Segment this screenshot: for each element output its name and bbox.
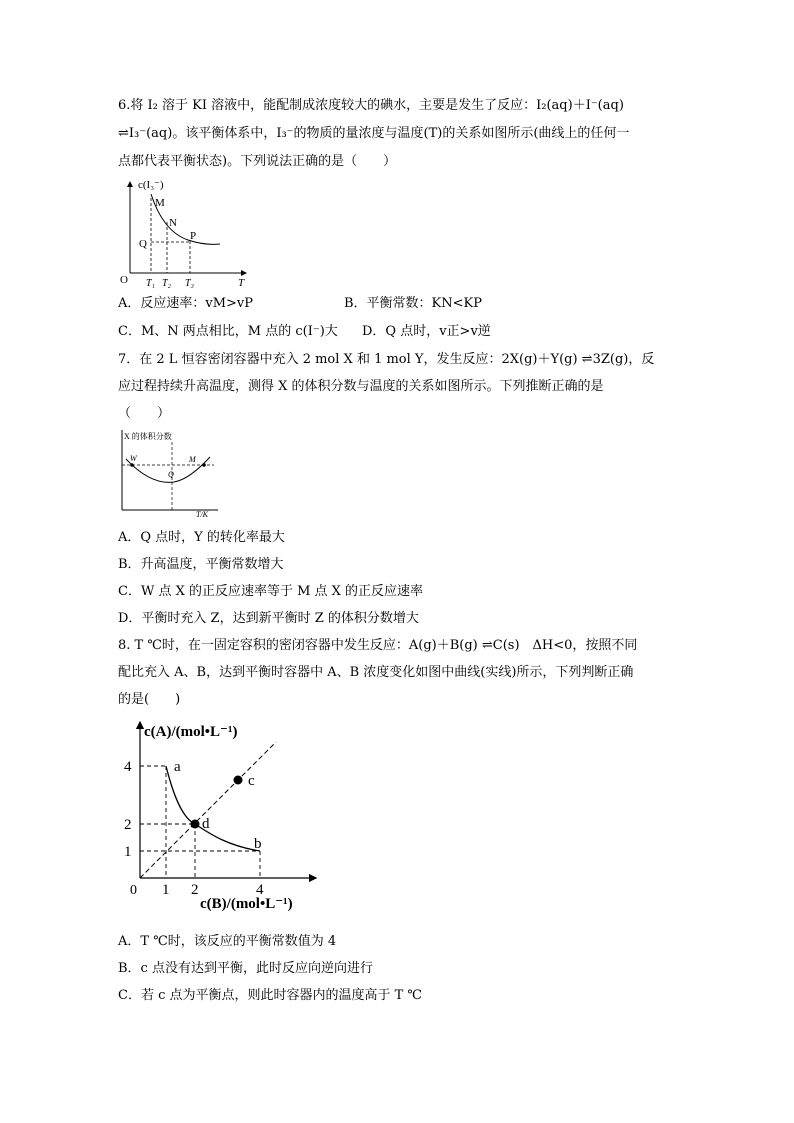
q7-line-3: （ ） bbox=[118, 406, 171, 421]
q7-option-c: C．W 点 X 的正反应速率等于 M 点 X 的正反应速率 bbox=[118, 584, 424, 599]
q8-y-label: c(A)/(mol•L⁻¹) bbox=[144, 724, 238, 740]
q6-line-3: 点都代表平衡状态)。下列说法正确的是（ ） bbox=[118, 154, 397, 169]
q8-figure bbox=[118, 714, 328, 914]
q6-point-p: P bbox=[190, 230, 197, 242]
q6-line-2: ⇌I₃⁻(aq)。该平衡体系中，I₃⁻的物质的量浓度与温度(T)的关系如图所示(曲线上的任何一 bbox=[118, 126, 630, 141]
q7-option-b: B．升高温度，平衡常数增大 bbox=[118, 557, 284, 572]
q6-line-1: 6.将 I₂ 溶于 KI 溶液中，能配制成浓度较大的碘水，主要是发生了反应：I₂(aq)＋I⁻(aq) bbox=[118, 98, 624, 113]
q6-point-n: N bbox=[169, 217, 177, 229]
q7-option-a: A．Q 点时，Y 的转化率最大 bbox=[118, 530, 285, 545]
q7-marker-w bbox=[130, 463, 134, 467]
q8-marker-c bbox=[234, 776, 243, 785]
q6-y-label: c(I₃⁻) bbox=[138, 179, 164, 191]
q7-point-w: W bbox=[130, 454, 137, 463]
q8-point-c: c bbox=[248, 773, 255, 789]
q6-option-b: B．平衡常数：KN<KP bbox=[344, 296, 482, 311]
q6-option-d: D．Q 点时，v正>v逆 bbox=[362, 324, 491, 339]
q6-tick-t2: T₂ bbox=[162, 278, 172, 288]
q8-marker-d bbox=[191, 820, 200, 829]
q8-xtick-2: 2 bbox=[191, 882, 199, 898]
q8-line-1: 8. T ℃时，在一固定容积的密闭容器中发生反应：A(g)＋B(g) ⇌C(s) ΔH<0，按照不同 bbox=[118, 638, 638, 653]
q8-xtick-1: 1 bbox=[162, 882, 170, 898]
q6-x-label: T bbox=[238, 277, 245, 288]
q6-figure bbox=[118, 176, 258, 288]
q8-point-a: a bbox=[174, 759, 181, 775]
q8-point-d: d bbox=[202, 816, 210, 832]
q7-point-q: Q bbox=[168, 470, 174, 479]
q7-x-label: T/K bbox=[196, 510, 209, 518]
q7-marker-m bbox=[202, 463, 206, 467]
q6-origin: O bbox=[120, 274, 128, 286]
q8-point-b: b bbox=[254, 836, 262, 852]
q6-option-a: A．反应速率：vM>vP bbox=[118, 296, 254, 311]
q8-x-label: c(B)/(mol•L⁻¹) bbox=[200, 896, 293, 912]
q8-ytick-1: 1 bbox=[124, 844, 132, 860]
q6-point-m: M bbox=[155, 197, 165, 209]
q8-option-c: C．若 c 点为平衡点，则此时容器内的温度高于 T ℃ bbox=[118, 988, 422, 1003]
q6-point-q: Q bbox=[139, 238, 147, 250]
q7-option-d: D．平衡时充入 Z，达到新平衡时 Z 的体积分数增大 bbox=[118, 611, 419, 626]
q7-line-1: 7．在 2 L 恒容密闭容器中充入 2 mol X 和 1 mol Y，发生反应：2X(g)＋Y(g) ⇌3Z(g)，反 bbox=[118, 352, 655, 367]
q7-line-2: 应过程持续升高温度，测得 X 的体积分数与温度的关系如图所示。下列推断正确的是 bbox=[118, 379, 604, 394]
q6-tick-t3: T₃ bbox=[185, 278, 195, 288]
q7-y-label: X 的体积分数 bbox=[124, 432, 172, 441]
q8-ytick-2: 2 bbox=[124, 817, 132, 833]
q7-point-m: M bbox=[189, 455, 196, 464]
q8-line-2: 配比充入 A、B，达到平衡时容器中 A、B 浓度变化如图中曲线(实线)所示，下列判断正确 bbox=[118, 665, 634, 680]
q8-line-3: 的是( ) bbox=[118, 692, 181, 707]
q6-tick-t1: T₁ bbox=[146, 278, 156, 288]
q8-option-a: A．T ℃时，该反应的平衡常数值为 4 bbox=[118, 934, 337, 949]
q6-option-c: C．M、N 两点相比，M 点的 c(I⁻)大 bbox=[118, 324, 338, 339]
q8-diagonal bbox=[140, 742, 276, 878]
q8-xtick-4: 4 bbox=[256, 882, 264, 898]
q8-option-b: B．c 点没有达到平衡，此时反应向逆向进行 bbox=[118, 961, 373, 976]
q8-ytick-4: 4 bbox=[124, 759, 132, 775]
q7-figure bbox=[118, 428, 228, 518]
q8-origin: 0 bbox=[130, 883, 137, 898]
